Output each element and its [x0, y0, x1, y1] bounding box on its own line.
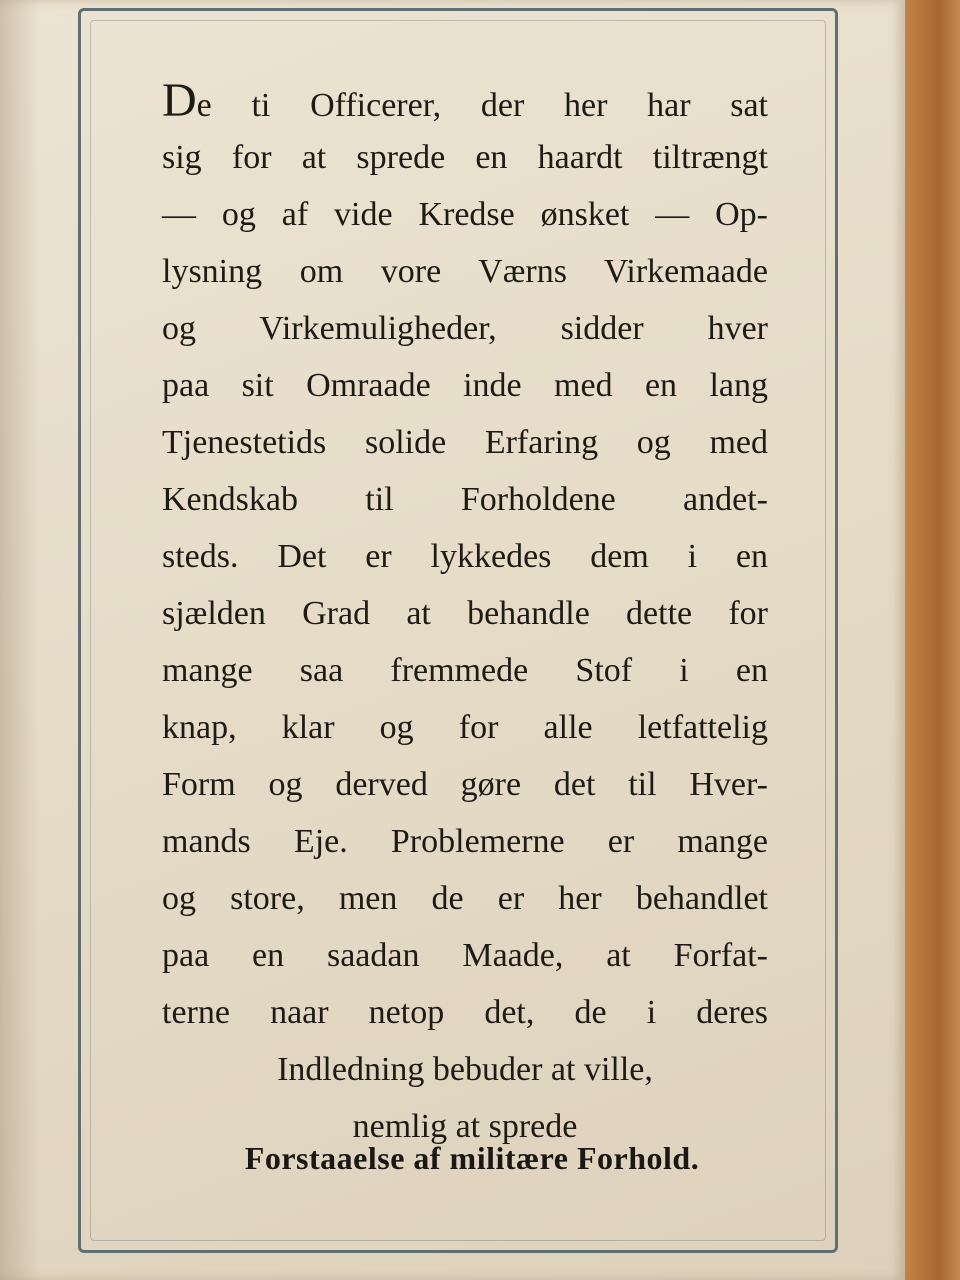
text-line: mands Eje. Problemerne er mange	[162, 823, 768, 860]
text-line: og store, men de er her behandlet	[162, 880, 768, 917]
text-line: Indledning bebuder at ville,	[277, 1051, 653, 1088]
drop-cap: D	[162, 74, 197, 127]
text-line: paa sit Omraade inde med en lang	[162, 367, 768, 404]
text-line: Form og derved gøre det til Hver-	[162, 766, 768, 803]
text-line: sjælden Grad at behandle dette for	[162, 595, 768, 632]
blurb-paragraph	[162, 72, 768, 1155]
spine-shadow	[0, 0, 40, 1280]
text-line: sig for at sprede en haardt tiltrængt	[162, 139, 768, 176]
text-line: Kendskab til Forholdene andet-	[162, 481, 768, 518]
text-line: terne naar netop det, de i deres	[162, 994, 768, 1031]
text-line: Tjenestetids solide Erfaring og med	[162, 424, 768, 461]
text-line: paa en saadan Maade, at Forfat-	[162, 937, 768, 974]
closing-statement: Forstaaelse af militære Forhold.	[244, 1140, 700, 1176]
text-line: og Virkemuligheder, sidder hver	[162, 310, 768, 347]
text-line: De ti Officerer, der her har sat	[162, 74, 768, 127]
text-line: knap, klar og for alle letfattelig	[162, 709, 768, 746]
text-line: lysning om vore Værns Virkemaade	[162, 253, 768, 290]
text-line: nemlig at sprede	[352, 1108, 578, 1145]
text-line: — og af vide Kredse ønsket — Op-	[162, 196, 768, 233]
text-line: mange saa fremmede Stof i en	[162, 652, 768, 689]
text-line: steds. Det er lykkedes dem i en	[162, 538, 768, 575]
